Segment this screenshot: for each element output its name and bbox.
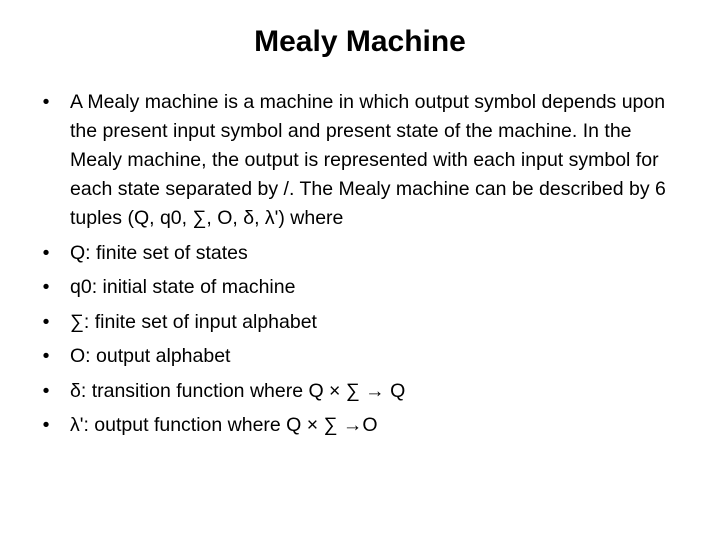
bullet-icon: •	[42, 345, 50, 367]
bullet-icon: •	[42, 241, 50, 264]
bullet-icon: •	[42, 310, 50, 333]
bullet-icon: •	[42, 276, 50, 298]
bullet-icon: •	[42, 414, 50, 436]
bullet-text: δ: transition function where Q × ∑ → Q	[70, 379, 406, 402]
bullet-text: q0: initial state of machine	[70, 276, 296, 298]
bullet-icon: •	[42, 91, 50, 113]
bullet-item-initial-state	[36, 273, 686, 302]
slide-title: Mealy Machine	[254, 25, 466, 58]
bullet-text: A Mealy machine is a machine in which output symbol depends upon the present input symbol and present state of the machine. In the Mealy machine, the output is represented with each input symbol for each state separated by /. The Mealy machine can be described by 6 tuples (Q, q0, ∑, O, δ, λ') where	[70, 91, 666, 229]
bullet-item-output-alphabet	[36, 342, 686, 371]
bullet-item-output-function	[36, 411, 686, 440]
bullet-text: Q: finite set of states	[70, 241, 248, 264]
bullet-item-input-alphabet	[36, 308, 686, 337]
bullet-list	[36, 88, 686, 446]
bullet-text: O: output alphabet	[70, 345, 231, 367]
bullet-text: λ': output function where Q × ∑ →O	[70, 414, 378, 436]
bullet-item-states	[36, 239, 686, 268]
bullet-item-definition	[36, 88, 686, 233]
bullet-text: ∑: finite set of input alphabet	[70, 310, 317, 333]
bullet-item-transition-function	[36, 377, 686, 406]
bullet-icon: •	[42, 379, 50, 402]
